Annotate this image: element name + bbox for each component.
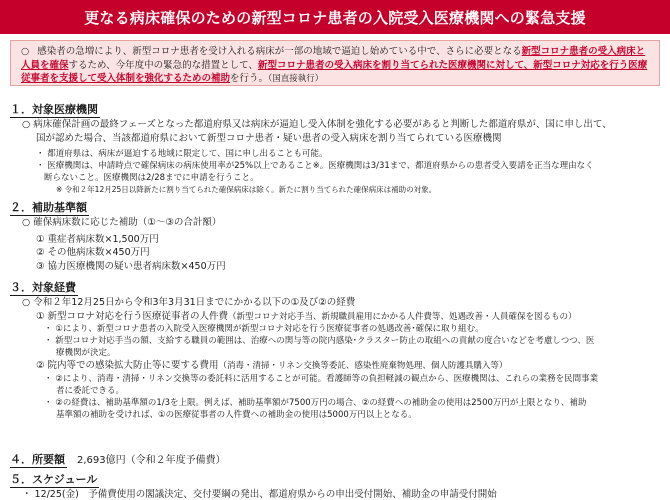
footnote: ※ 令和２年12月25日以降新たに割り当てられた確保病床は除く。新たに割り当てられた確保病床は補助の対象。 xyxy=(56,185,437,194)
summary-box xyxy=(10,40,660,86)
summary-text-2: するため、今年度中の緊急的な措置として、 xyxy=(68,59,258,71)
bullet-item-cont: 療機関が決定。 xyxy=(56,348,116,358)
paragraph: ○ 確保病床数に応じた補助（①～③の合計額） xyxy=(22,217,222,228)
paragraph: ○ 令和２年12月25日から令和3年3月31日までにかかる以下の①及び②の経費 xyxy=(22,297,356,308)
list-item xyxy=(10,310,660,324)
bullet-item: ・ ②の経費は、補助基準額の1/3を上限。例えば、補助基準額が7500万円の場合、②の経費への補助金の使用は2500万円が上限となり、補助 xyxy=(44,397,587,408)
summary-text-1: 感染者の急増により、新型コロナ患者を受け入れる病床が一部の地域で逼迫し始めている中で、さらに必要となる xyxy=(37,46,522,57)
bullet-item: ・ 新型コロナ対応手当の額、支給する職員の範囲は、治療への関与等の院内感染･クラスター防止の取組への貢献の度合いなどを考慮しつつ、医 xyxy=(44,336,595,346)
summary-bullet: ○ xyxy=(21,46,30,57)
bullet-item-cont: 者に委託できる。 xyxy=(56,385,125,396)
item-title: ① 新型コロナ対応を行う医療従事者の人件費 xyxy=(36,310,229,322)
summary-emphasis-1: 新型コロナ患者の受入病床と人員を確保 xyxy=(21,46,646,71)
bullet-item: ・ 都道府県は、病床が逼迫する地域に限定して、国に申し出ることも可能。 xyxy=(36,149,328,159)
section-heading: ３．対象経費 xyxy=(10,281,76,294)
summary-note: （国直接執行） xyxy=(268,74,324,84)
section-schedule xyxy=(10,468,660,500)
section-heading: ４．所要額 xyxy=(10,453,65,466)
item-title: ② 院内等での感染拡大防止等に要する費用 xyxy=(36,360,219,371)
bullet-item: ・ 医療機関は、申請時点で確保病床の病床使用率が25%以上であること※。医療機関は3/31まで、都道府県からの患者受入要請を正当な理由なく xyxy=(36,161,594,171)
list-item: ① 重症者病床数×1,500万円 xyxy=(36,233,159,245)
section-heading: １．対象医療機関 xyxy=(10,103,98,116)
section-heading: ５．スケジュール xyxy=(10,473,98,486)
section-eligible-costs xyxy=(10,276,660,421)
paragraph: ○ 病床確保計画の最終フェーズとなった都道府県又は病床が逼迫し受入体制を強化する必要があると判断した都道府県が、国に申し出て、 xyxy=(22,119,612,130)
list-item xyxy=(10,359,660,373)
page-title: 更なる病床確保のための新型コロナ患者の入院受入医療機関への緊急支援 xyxy=(0,0,670,34)
section-required-amount xyxy=(10,448,660,468)
bullet-item: ・ ②により、消毒・清掃・リネン交換等の委託料に活用することが可能。看護師等の負担軽減の観点から、医療機関は、これらの業務を民間事業 xyxy=(44,373,599,384)
list-item: ③ 協力医療機関の疑い患者病床数×450万円 xyxy=(36,260,226,272)
section-subsidy-amount xyxy=(10,196,660,273)
bullet-item-cont: 断らないこと。医療機関は2/28までに申請を行うこと。 xyxy=(44,173,259,183)
paragraph: 国が認めた場合、当該都道府県において新型コロナ患者・疑い患者の受入病床を割り当てられている医療機関 xyxy=(36,132,502,144)
bullet-item-cont: 基準額の補助を受ければ、①の医療従事者の人件費への補助金の使用は5000万円以上となる。 xyxy=(56,409,417,420)
list-item: ② その他病床数×450万円 xyxy=(36,247,150,258)
required-amount-value: 2,693億円（令和２年度予備費） xyxy=(77,455,226,466)
bullet-item: ・ ①により、新型コロナ患者の入院受入医療機関が新型コロナ対応を行う医療従事者の処遇改善･確保に取り組む。 xyxy=(44,324,484,334)
section-target-institutions xyxy=(10,98,660,195)
item-note: （消毒・清掃・リネン交換等委託、感染性廃棄物処理、個人防護具購入等） xyxy=(218,361,508,371)
summary-emphasis-2: 新型コロナ患者の受入病床を割り当てられた医療機関に対して、新型コロナ対応を行う医療従事者を支援して受入体制を強化するための補助 xyxy=(21,59,648,84)
schedule-item: ・ 12/25(金) 予備費使用の閣議決定、交付要綱の発出、都道府県からの申出受付開始、補助金の申請受付開始 xyxy=(22,489,497,500)
section-heading: ２．補助基準額 xyxy=(10,201,87,214)
item-note: （新型コロナ対応手当、新規職員雇用にかかる人件費等、処遇改善・人員確保を図るもの） xyxy=(228,311,577,322)
summary-text-3: を行う。 xyxy=(230,73,269,84)
